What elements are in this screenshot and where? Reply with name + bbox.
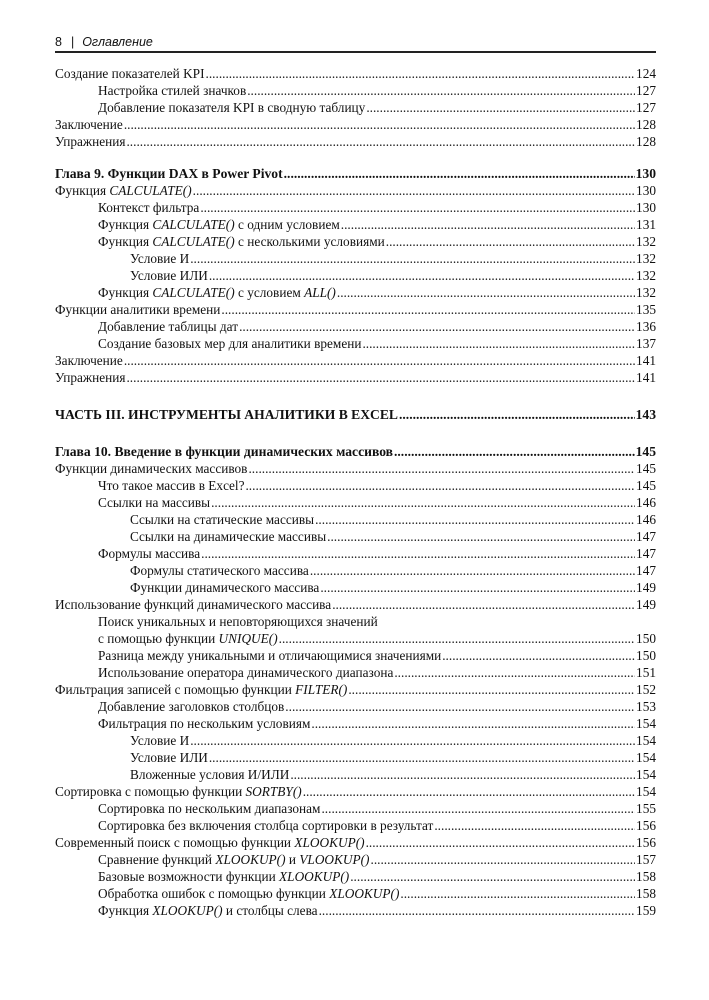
toc-entry-title: Что такое массив в Excel? (98, 478, 245, 493)
toc-entry (55, 749, 656, 766)
toc-entry (55, 216, 656, 233)
toc-entry-title: Функции динамических массивов (55, 461, 248, 476)
toc-entry-title: Поиск уникальных и неповторяющихся значений (98, 614, 378, 629)
toc-entry (55, 233, 656, 250)
toc-page-number: 132 (636, 251, 656, 266)
toc-entry (55, 352, 656, 369)
toc-entry-title: Фильтрация записей с помощью функции FILTER() (55, 682, 348, 697)
toc-entry-title: Ссылки на динамические массивы (130, 529, 327, 544)
toc-leader-dots (341, 216, 635, 233)
toc-leader-dots (442, 647, 635, 664)
toc-leader-dots (239, 318, 635, 335)
toc-leader-dots (400, 885, 635, 902)
toc-entry (55, 165, 656, 182)
toc-page-number: 156 (636, 835, 656, 850)
toc-leader-dots (394, 664, 635, 681)
toc-entry (55, 301, 656, 318)
toc-leader-dots (124, 352, 635, 369)
toc-page-number: 154 (636, 750, 656, 765)
toc-leader-dots (247, 82, 635, 99)
toc-entry (55, 477, 656, 494)
toc-leader-dots (319, 902, 635, 919)
toc-entry (55, 851, 656, 868)
toc-entry-title: Фильтрация по нескольким условиям (98, 716, 311, 731)
toc-entry (55, 613, 656, 630)
toc-entry-title: Глава 10. Введение в функции динамических массивов (55, 444, 393, 459)
toc-page-number: 147 (636, 529, 656, 544)
toc-entry-title: Контекст фильтра (98, 200, 200, 215)
toc-page-number: 127 (636, 83, 656, 98)
toc-leader-dots (245, 477, 635, 494)
toc-page-number: 130 (636, 200, 656, 215)
toc-entry (55, 182, 656, 199)
toc-page-number: 149 (636, 580, 656, 595)
toc-page-number: 153 (636, 699, 656, 714)
toc-page-number: 141 (636, 370, 656, 385)
toc-entry-title: Обработка ошибок с помощью функции XLOOKUP() (98, 886, 400, 901)
toc-entry-title: Глава 9. Функции DAX в Power Pivot (55, 166, 283, 181)
toc-entry-title: Использование оператора динамического диапазона (98, 665, 394, 680)
toc-entry-title: Добавление заголовков столбцов (98, 699, 285, 714)
toc-page-number: 127 (636, 100, 656, 115)
toc-page-number: 159 (636, 903, 656, 918)
toc-entry-title: Функция CALCULATE() с одним условием (98, 217, 340, 232)
toc-page-number: 145 (635, 444, 656, 459)
toc-entry-title: Сортировка по нескольким диапазонам (98, 801, 321, 816)
page-number: 8 (55, 35, 62, 49)
toc-page-number: 151 (636, 665, 656, 680)
toc-page-number: 152 (636, 682, 656, 697)
toc-leader-dots (366, 834, 635, 851)
toc-entry-title: Условие ИЛИ (130, 750, 208, 765)
toc-page-number: 146 (636, 495, 656, 510)
toc-entry-title: с помощью функции UNIQUE() (98, 631, 278, 646)
toc-leader-dots (394, 443, 635, 460)
toc-leader-dots (201, 545, 635, 562)
toc-page-number: 154 (636, 784, 656, 799)
toc-leader-dots (348, 681, 635, 698)
toc-leader-dots (327, 528, 635, 545)
toc-entry-title: Функции динамического массива (130, 580, 320, 595)
toc-entry (55, 834, 656, 851)
toc-leader-dots (350, 868, 635, 885)
toc-entry-title: Создание показателей KPI (55, 66, 205, 81)
toc-leader-dots (126, 133, 635, 150)
running-header (55, 33, 656, 51)
toc-page-number: 130 (635, 166, 656, 181)
toc-leader-dots (320, 579, 635, 596)
toc-leader-dots (200, 199, 635, 216)
toc-page-number: 158 (636, 886, 656, 901)
toc-leader-dots (366, 99, 635, 116)
toc-entry-title: Современный поиск с помощью функции XLOOKUP() (55, 835, 365, 850)
toc-leader-dots (290, 766, 635, 783)
toc-leader-dots (310, 562, 635, 579)
toc-page-number: 154 (636, 767, 656, 782)
toc-page-number: 143 (635, 407, 656, 422)
toc-entry (55, 406, 656, 423)
toc-leader-dots (126, 369, 635, 386)
toc-leader-dots (386, 233, 635, 250)
toc-entry-title: Условие ИЛИ (130, 268, 208, 283)
toc-page-number: 150 (636, 631, 656, 646)
toc-entry-title: Упражнения (55, 134, 126, 149)
toc-page-number: 128 (636, 117, 656, 132)
toc-entry-title: Настройка стилей значков (98, 83, 247, 98)
toc-entry (55, 116, 656, 133)
toc-leader-dots (211, 494, 635, 511)
toc-page-number: 136 (636, 319, 656, 334)
toc-leader-dots (337, 284, 635, 301)
toc-entry (55, 369, 656, 386)
toc-entry (55, 318, 656, 335)
toc-leader-dots (399, 406, 635, 423)
toc-leader-dots (285, 698, 635, 715)
toc-page-number: 124 (636, 66, 656, 81)
running-title: Оглавление (82, 35, 153, 49)
toc-entry (55, 766, 656, 783)
toc-entry-title: Заключение (55, 117, 123, 132)
toc-page-number: 147 (636, 563, 656, 578)
toc-page-number: 150 (636, 648, 656, 663)
toc-leader-dots (279, 630, 635, 647)
toc-entry-title: Сортировка с помощью функции SORTBY() (55, 784, 302, 799)
toc-entry (55, 284, 656, 301)
header-separator: | (70, 35, 75, 49)
toc-leader-dots (315, 511, 635, 528)
toc-page-number: 132 (636, 285, 656, 300)
toc-entry (55, 630, 656, 647)
toc-leader-dots (248, 460, 635, 477)
toc-leader-dots (209, 267, 635, 284)
toc-entry-title: Заключение (55, 353, 123, 368)
toc-page-number: 147 (636, 546, 656, 561)
toc-leader-dots (303, 783, 635, 800)
toc-page-number: 145 (636, 461, 656, 476)
toc-leader-dots (193, 182, 635, 199)
toc-entry-title: Функция CALCULATE() с условием ALL() (98, 285, 336, 300)
toc-entry-title: Функция CALCULATE() с несколькими условиями (98, 234, 385, 249)
toc-entry-title: Базовые возможности функции XLOOKUP() (98, 869, 350, 884)
toc-entry (55, 443, 656, 460)
toc-leader-dots (311, 715, 635, 732)
toc-entry (55, 783, 656, 800)
toc-entry-title: Создание базовых мер для аналитики времени (98, 336, 362, 351)
toc-entry-title: Функция CALCULATE() (55, 183, 192, 198)
toc-entry (55, 885, 656, 902)
toc-entry (55, 65, 656, 82)
toc-leader-dots (190, 250, 635, 267)
toc-entry (55, 647, 656, 664)
toc-page-number: 157 (636, 852, 656, 867)
toc-entry (55, 82, 656, 99)
toc-entry (55, 715, 656, 732)
toc-entry (55, 664, 656, 681)
toc-leader-dots (332, 596, 635, 613)
toc-page-number: 155 (636, 801, 656, 816)
toc-page-number: 146 (636, 512, 656, 527)
toc-entry-title: Упражнения (55, 370, 126, 385)
toc-leader-dots (284, 165, 635, 182)
toc-entry (55, 460, 656, 477)
toc-entry (55, 511, 656, 528)
toc-leader-dots (221, 301, 635, 318)
toc-page-number: 130 (636, 183, 656, 198)
toc-entry (55, 562, 656, 579)
toc-entry-title: Сортировка без включения столбца сортировки в результат (98, 818, 434, 833)
toc-entry-title: Использование функций динамического массива (55, 597, 332, 612)
toc-leader-dots (362, 335, 635, 352)
toc-entry (55, 267, 656, 284)
toc-entry-title: ЧАСТЬ III. ИНСТРУМЕНТЫ АНАЛИТИКИ В EXCEL (55, 407, 398, 422)
toc-entry (55, 545, 656, 562)
toc-entry-title: Добавление показателя KPI в сводную таблицу (98, 100, 366, 115)
toc-entry (55, 199, 656, 216)
toc-entry-title: Условие И (130, 733, 190, 748)
toc-page-number: 135 (636, 302, 656, 317)
toc-leader-dots (209, 749, 635, 766)
toc-entry-title: Ссылки на статические массивы (130, 512, 315, 527)
header-rule (55, 51, 656, 53)
toc-page-number: 128 (636, 134, 656, 149)
toc-entry (55, 596, 656, 613)
toc-entry (55, 698, 656, 715)
toc-entry-title: Формулы статического массива (130, 563, 309, 578)
toc-page-number: 145 (636, 478, 656, 493)
toc-page-number: 149 (636, 597, 656, 612)
toc-entry-title: Разница между уникальными и отличающимися значениями (98, 648, 442, 663)
toc-leader-dots (321, 800, 635, 817)
toc-entry-title: Условие И (130, 251, 190, 266)
toc-entry (55, 868, 656, 885)
toc-entry (55, 902, 656, 919)
toc-page-number: 154 (636, 716, 656, 731)
toc-entry (55, 528, 656, 545)
toc-page-number: 137 (636, 336, 656, 351)
toc-leader-dots (206, 65, 636, 82)
toc-entry (55, 250, 656, 267)
toc-entry (55, 817, 656, 834)
toc-page-number: 132 (636, 268, 656, 283)
toc-entry (55, 494, 656, 511)
toc-leader-dots (371, 851, 636, 868)
toc-entry-title: Функция XLOOKUP() и столбцы слева (98, 903, 318, 918)
toc-entry (55, 133, 656, 150)
toc-entry-title: Вложенные условия И/ИЛИ (130, 767, 290, 782)
toc-page-number: 158 (636, 869, 656, 884)
toc-entry (55, 99, 656, 116)
toc-page-number: 131 (636, 217, 656, 232)
toc-page-number: 154 (636, 733, 656, 748)
toc-entry (55, 579, 656, 596)
toc-entry-title: Функции аналитики времени (55, 302, 221, 317)
toc-entry (55, 335, 656, 352)
toc-leader-dots (190, 732, 635, 749)
toc-entry-title: Формулы массива (98, 546, 201, 561)
toc-entry (55, 681, 656, 698)
toc-entry (55, 800, 656, 817)
toc-entry-title: Ссылки на массивы (98, 495, 211, 510)
toc-page-number: 132 (636, 234, 656, 249)
toc-entry (55, 732, 656, 749)
toc-leader-dots (124, 116, 635, 133)
toc-entry-title: Сравнение функций XLOOKUP() и VLOOKUP() (98, 852, 370, 867)
toc-page-number: 141 (636, 353, 656, 368)
toc-entry-title: Добавление таблицы дат (98, 319, 239, 334)
toc-page-number: 156 (636, 818, 656, 833)
toc-leader-dots (434, 817, 635, 834)
